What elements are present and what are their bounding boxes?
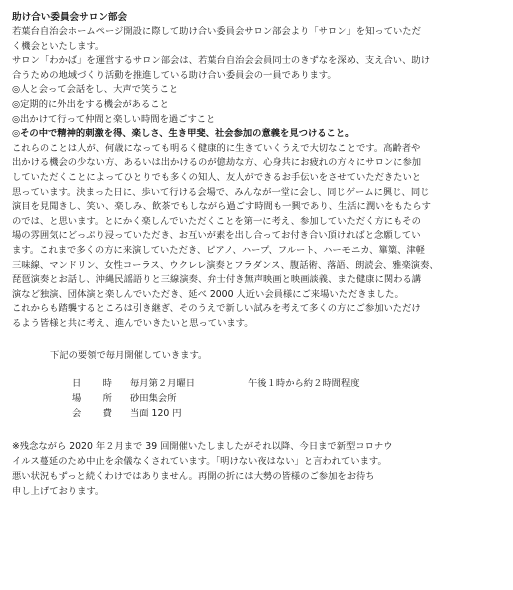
empty-cell	[248, 391, 360, 406]
body-line: ます。これまで多くの方に来演していただき、ピアノ、ハープ、フルート、ハーモニカ、篳篥、津軽	[12, 244, 425, 256]
time-value: 午後１時から約２時間程度	[248, 378, 360, 390]
date-label: 日 時	[72, 378, 118, 390]
goal-item: ◎その中で精神的刺激を得、楽しさ、生き甲斐、社会参加の意義を見つけること。	[12, 128, 355, 140]
place-label: 場 所	[72, 393, 118, 405]
body-line: のでは、と思います。とにかく楽しんでいただくことを第一に考え、参加していただく方にもその	[12, 215, 421, 227]
spacer	[12, 421, 503, 439]
empty-cell	[248, 406, 360, 421]
requirement-row-fee	[72, 406, 360, 421]
date-value: 毎月第２月曜日	[130, 378, 196, 390]
fee-label: 会 費	[72, 408, 118, 420]
body-line: 琵琶演奏とお話し、沖縄民謡語りと三線演奏、弁士付き無声映画と映画談義、また健康に関わる講	[12, 274, 422, 286]
document-title: 助け合い委員会サロン部会	[12, 12, 128, 23]
intro-line: 若葉台自治会ホームページ開設に際して助け合い委員会サロン部会より「サロン」を知っていただ	[12, 26, 421, 37]
body-paragraph	[12, 142, 503, 332]
body-line: 演目を見聞きし、笑い、楽しみ、飲茶でもしながら過ごす時間も一興であり、生活に潤いをもたらす	[12, 201, 431, 213]
fee-value: 当面 120 円	[130, 408, 182, 420]
body-line: していただくことによってひとりでも多くの知人、友人ができるお手伝いをさせていただきたいと	[12, 171, 422, 183]
body-line: 出かける機会の少ない方、あるいは出かけるのが億劫な方、心身共にお疲れの方々にサロンに参加	[12, 157, 422, 169]
goals-list	[12, 83, 503, 141]
body-line: 三味線、マンドリン、女性コーラス、ウクレレ演奏とフラダンス、腹話術、落語、朗読会、雅楽演奏、	[12, 259, 439, 271]
goal-item: ◎人と会って会話をし、大声で笑うこと	[12, 84, 179, 96]
intro-paragraph	[12, 25, 503, 83]
notice-line: 申し上げております。	[12, 486, 105, 498]
notice-line: 悪い状況もずっと続くわけではありません。再開の折には大勢の皆様のご参加をお待ち	[12, 471, 375, 483]
spacer	[12, 364, 503, 376]
notice-line: イルス蔓延のため中止を余儀なくされています。「明けない夜はない」と言われています。	[12, 456, 387, 468]
goal-item: ◎出かけて行って仲間と楽しい時間を過ごすこと	[12, 113, 216, 125]
requirement-row-date	[72, 376, 360, 391]
intro-line: 合うための地域づくり活動を推進している助け合い委員会の一員であります。	[12, 69, 337, 81]
body-line: これからも踏襲するところは引き継ぎ、そのうえで新しい試みを考えて多くの方にご参加いただけ	[12, 303, 421, 315]
notice-line: ※残念ながら 2020 年２月まで 39 回開催いたしましたがそれ以降、今日まで新型コロナウ	[12, 441, 393, 453]
place-value: 砂田集会所	[130, 393, 177, 405]
spacer	[12, 331, 503, 349]
body-line: 思っています。決まった日に、歩いて行ける会場で、みんなが一堂に会し、同じゲームに興じ、同じ	[12, 186, 430, 198]
schedule-intro: 下記の要領で毎月開催していきます。	[50, 350, 208, 362]
goal-item: ◎定期的に外出をする機会があること	[12, 98, 169, 110]
body-line: これらのことは人が、何歳になっても明るく健康的に生きていくうえで大切なことです。高齢者や	[12, 142, 421, 154]
notice-paragraph	[12, 439, 503, 499]
requirements-table	[72, 376, 360, 421]
intro-line: く機会といたします。	[12, 40, 105, 52]
body-line: 演など独演、団体演と楽しんでいただき、延べ 2000 人近い会員様にご来場いただきました。	[12, 288, 404, 300]
requirement-row-place	[72, 391, 360, 406]
body-line: るよう皆様と共に考え、進んでいきたいと思っています。	[12, 317, 254, 329]
intro-line: サロン「わかば」を運営するサロン部会は、若葉台自治会会員同士のきずなを深め、支え合い、助け	[12, 55, 430, 67]
body-line: 場の雰囲気にどっぷり浸っていただき、お互いが素を出し合ってお付き合い頂ければと念願してい	[12, 230, 421, 242]
